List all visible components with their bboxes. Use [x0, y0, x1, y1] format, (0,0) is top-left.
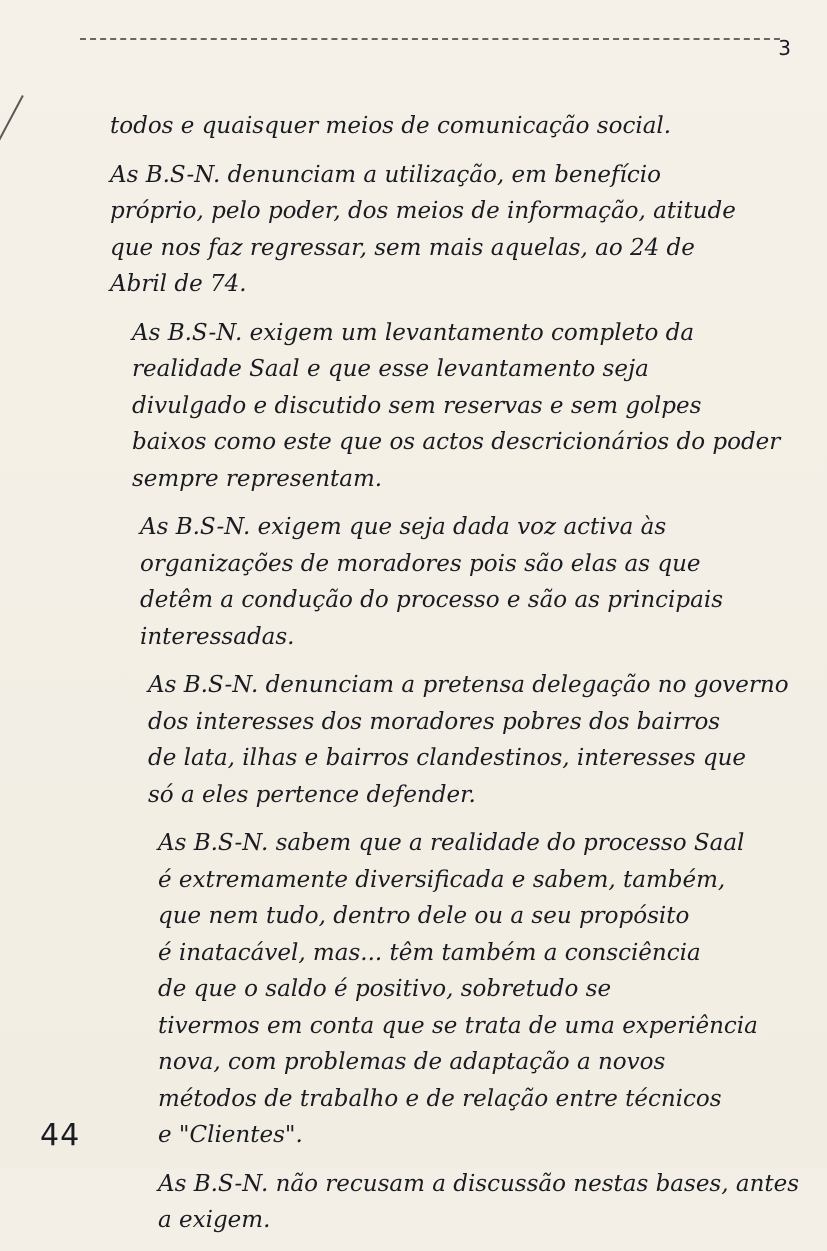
text-line: é extremamente diversificada e sabem, também,	[158, 866, 726, 893]
paragraph	[110, 157, 800, 303]
text-line: próprio, pelo poder, dos meios de informação, atitude	[110, 198, 736, 224]
text-line: As B.S-N. exigem que seja dada voz activa às	[140, 514, 667, 540]
text-line: baixos como este que os actos descricionários do poder	[132, 429, 781, 455]
text-line: divulgado e discutido sem reservas e sem golpes	[132, 392, 702, 419]
paragraph	[132, 315, 800, 498]
text-line: métodos de trabalho e de relação entre técnicos	[158, 1085, 722, 1112]
paragraph	[158, 1166, 800, 1239]
text-line: sempre representam.	[132, 465, 383, 492]
paragraph	[110, 108, 800, 145]
text-line: organizações de moradores pois são elas as que	[140, 550, 701, 577]
text-line: dos interesses dos moradores pobres dos bairros	[148, 708, 721, 735]
margin-pen-stroke	[0, 95, 24, 158]
text-line: interessadas.	[140, 623, 295, 650]
text-line: As B.S-N. exigem um levantamento completo da	[132, 319, 695, 346]
text-line: detêm a condução do processo e são as principais	[140, 587, 724, 613]
text-line: a exigem.	[158, 1207, 271, 1233]
text-line: tivermos em conta que se trata de uma experiência	[158, 1012, 758, 1039]
folio-number: 44	[40, 1118, 81, 1153]
text-line: e "Clientes".	[158, 1122, 303, 1148]
text-line: As B.S-N. não recusam a discussão nestas bases, antes	[158, 1170, 800, 1197]
text-line: de que o saldo é positivo, sobretudo se	[158, 976, 612, 1002]
text-line: que nos faz regressar, sem mais aquelas, ao 24 de	[110, 234, 695, 261]
text-line: realidade Saal e que esse levantamento seja	[132, 356, 649, 382]
text-line: de lata, ilhas e bairros clandestinos, interesses que	[148, 745, 746, 771]
text-line: é inatacável, mas... têm também a consciência	[158, 939, 701, 966]
text-line: nova, com problemas de adaptação a novos	[158, 1049, 666, 1075]
perforation-edge	[80, 38, 780, 40]
paragraph	[140, 509, 800, 655]
page-number: 3	[778, 36, 791, 60]
text-line: As B.S-N. denunciam a pretensa delegação no governo	[148, 672, 789, 698]
handwritten-text-body	[110, 108, 800, 1251]
text-line: que nem tudo, dentro dele ou a seu propósito	[158, 903, 690, 929]
text-line: só a eles pertence defender.	[148, 781, 476, 808]
paragraph	[158, 825, 800, 1154]
text-line: todos e quaisquer meios de comunicação social.	[110, 113, 672, 139]
text-line: Abril de 74.	[110, 271, 247, 297]
paragraph	[148, 667, 800, 813]
text-line: As B.S-N. sabem que a realidade do processo Saal	[158, 830, 745, 856]
text-line: As B.S-N. denunciam a utilização, em benefício	[110, 161, 661, 188]
